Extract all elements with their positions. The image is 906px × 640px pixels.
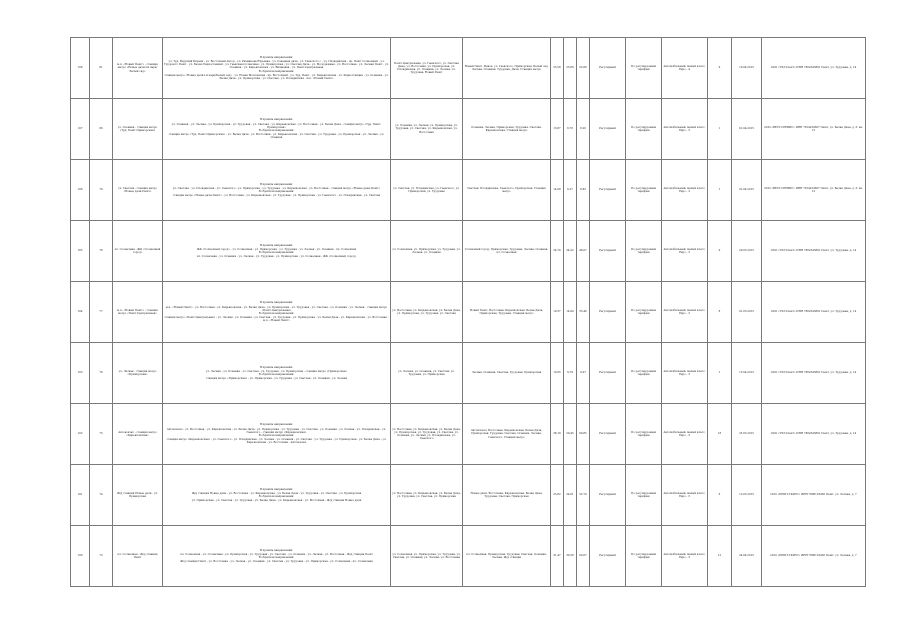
carrier-cell: ООО «ВЕСТ-СЕРВИС» ИНН 7814234567 Пешт, ул. Белая Дача, д. 3, кв. 12 <box>762 99 866 160</box>
table-row <box>71 343 866 404</box>
carrier-cell: ООО «ПЕШТ-ТРАНС» ИНН 7806123456 Пешт, ул. Лесная, д. 7 <box>762 526 866 587</box>
route-type-cell: Регулярный <box>590 465 626 526</box>
row-number-cell: 105 <box>71 221 90 282</box>
route-number-cell: 75 <box>90 404 113 465</box>
start-date-cell: 01.05.2015 <box>732 282 762 343</box>
route-name-cell: ул. Осенняя - станция метро «Трд. Пешт-Приморская» <box>113 99 163 160</box>
length-total-cell: 8,20 <box>577 99 590 160</box>
forward-path: ул. Трд. Ведущий Кирьяк - ул. Восточный Автор - ул. Рахманова Юрьевна - ул. Северная дача - ул. Гаевского с - ул. Пловдивская - пр. Пешт Солнечный - ул. Трудового Пешт - ул. Белых Радиостанций - ул. Гаевская-Солнечная - ул. Приморская - ул. Светлая Дача - ул. Молодёжная - ул. Восточная - ул. Лесная Пешт - ул. Осенняя - ул. Кирьяковская - ул. Вишнёвая - ул. Пешт-Центральная <box>164 59 389 70</box>
length-forward-cell: 10,05 <box>551 343 564 404</box>
stops-cell: Новые дачи, Восточная, Кирьяковская, Белая Дача, Трудовая, Светлая, Приморская <box>463 465 551 526</box>
reverse-heading: В обратном направлении: <box>258 129 295 132</box>
streets-cell: Пешт-Центральная, ул. Гаевского, ул. Светлая Дача, ул. Восточная, ул. Приморская, ул. Пловдивская, ул. Осенняя, ул. Лесная, ул. Трудовая, Новый Пешт <box>391 38 463 99</box>
fare-cell: По регулируемым тарифам <box>626 160 662 221</box>
stops-cell: Осенняя, Лесная, Приморская, Трудовая, Светлая, Кирьяковская, Станция метро <box>463 99 551 160</box>
vehicle-class-cell: Автомобильный, малый класс, Евро - 3 <box>662 221 708 282</box>
row-number-cell: 106 <box>71 160 90 221</box>
route-name-cell: пл. Солнечная - Ж/д станция Пешт <box>113 526 163 587</box>
length-reverse-cell: 24,61 <box>564 465 577 526</box>
forward-path: ул. Светлая - ул. Пловдивская - ул. Гаевского - ул. Приморская - ул. Трудовая - ул. Кирьяковская - ул. Восточная - станция метро «Новые дачи-Пешт» <box>172 186 381 190</box>
start-date-cell: 15.04.2015 <box>732 343 762 404</box>
carrier-cell: ООО «ТЭЛ-Пешт» ИНН 7802345891 Пешт, ул. Трудовая, д. 14 <box>762 343 866 404</box>
fare-cell: По регулируемым тарифам <box>626 404 662 465</box>
reverse-path: станция метро «Новые дачи-Пешт» - ул. Восточная - ул. Кирьяковская - ул. Трудовая - ул. Приморская - ул. Гаевского - ул. Пловдивская - ул. Светлая <box>172 194 381 198</box>
route-type-cell: Регулярный <box>590 38 626 99</box>
carrier-cell: ООО «ТЭЛ-Пешт» ИНН 7802345891 Пешт, ул. Трудовая, д. 14 <box>762 221 866 282</box>
length-forward-cell: 19,37 <box>551 282 564 343</box>
table-row <box>71 38 866 99</box>
route-name-cell: ул. Светлая - станция метро «Новые дачи-Пешт» <box>113 160 163 221</box>
forward-heading: В прямом направлении: <box>259 118 294 122</box>
vehicle-count-cell: 9 <box>708 221 732 282</box>
length-total-cell: 9,07 <box>577 343 590 404</box>
reverse-heading: В обратном направлении: <box>258 495 295 498</box>
route-name-cell: Автовокзал - станция метро «Кирьяковская» <box>113 404 163 465</box>
vehicle-class-cell: Автомобильный, малый класс, Евро - 3 <box>662 99 708 160</box>
length-forward-cell: 14,08 <box>551 160 564 221</box>
fare-cell: По регулируемым тарифам <box>626 465 662 526</box>
forward-heading: В прямом направлении: <box>259 301 294 305</box>
length-reverse-cell: 25,89 <box>564 38 577 99</box>
row-number-cell: 100 <box>71 526 90 587</box>
streets-cell: ул. Солнечная, ул. Приморская, ул. Трудовая, ул. Лесная, ул. Осенняя <box>391 221 463 282</box>
start-date-cell: 24.04.2015 <box>732 526 762 587</box>
row-number-cell: 107 <box>71 99 90 160</box>
route-number-cell: 80 <box>90 99 113 160</box>
table-row <box>71 526 866 587</box>
route-number-cell: 77 <box>90 282 113 343</box>
start-date-cell: 25.05.2015 <box>732 404 762 465</box>
reverse-heading: В обратном направлении: <box>258 190 295 193</box>
stops-cell: Новый Пешт, Восточная, Кирьяковская, Белая Дача, Приморская, Трудовая, Станция метро <box>463 282 551 343</box>
vehicle-class-cell: Автомобильный, малый класс, Евро - 3 <box>662 343 708 404</box>
length-reverse-cell: 30,58 <box>564 526 577 587</box>
row-number-cell: 102 <box>71 404 90 465</box>
vehicle-class-cell: Автомобильный, малый класс, Евро - 3 <box>662 160 708 221</box>
start-date-cell: 10.04.2015 <box>732 38 762 99</box>
reverse-path: Ж/д станция Пешт - ул. Восточная - ул. Лесная - ул. Осенняя - ул. Светлая - ул. Трудовая - ул. Приморская - ул. Солнечная - пл. Солнечная <box>180 560 373 564</box>
reverse-heading: В обратном направлении: <box>258 69 295 73</box>
forward-heading: В прямом направлении: <box>259 182 294 186</box>
forward-path: пл. Солнечная - ул. Солнечная - ул. Приморская - ул. Трудовая - ул. Светлая - ул. Осенняя - ул. Лесная - ул. Восточная - Ж/д станция Пешт <box>180 552 373 556</box>
forward-heading: В прямом направлении: <box>259 243 294 247</box>
route-path-cell <box>163 99 391 160</box>
length-total-cell: 8,83 <box>577 160 590 221</box>
carrier-cell: ООО «ТЭЛ-Пешт» ИНН 7802345891 Пешт, ул. Трудовая, д. 14 <box>762 404 866 465</box>
reverse-path: станция метро «Трд. Пешт-Приморская» - ул. Белая Дача - ул. Восточная - ул. Кирьяковская - ул. Светлая - ул. Трудовая - ул. Приморская - ул. Лесная - ул. Осенняя <box>168 133 385 140</box>
length-forward-cell: 25,82 <box>551 465 564 526</box>
stops-cell: Лесная, Осенняя, Светлая, Трудовая, Приморская <box>463 343 551 404</box>
length-forward-cell: 24,74 <box>551 221 564 282</box>
reverse-heading: В обратном направлении: <box>258 312 295 315</box>
route-name-cell: Ж/д станция Новые дачи - ул. Приморская <box>113 465 163 526</box>
streets-cell: ул. Лесная, ул. Осенняя, ул. Светлая, ул. Трудовая, ул. Приморская <box>391 343 463 404</box>
route-name-cell: ул. Лесная - станция метро «Приморская» <box>113 343 163 404</box>
forward-path: ЖК «Солнечный город» - ул. Солнечная - ул. Приморская - ул. Трудовая - ул. Лесная - ул. Осенняя - пл. Солнечная <box>196 247 357 251</box>
route-type-cell: Регулярный <box>590 99 626 160</box>
table-row <box>71 99 866 160</box>
length-total-cell: 33,46 <box>577 282 590 343</box>
carrier-cell: ООО «ВЕСТ-СЕРВИС» ИНН 7814234567 Пешт, ул. Белая Дача, д. 3, кв. 12 <box>762 160 866 221</box>
route-path-cell <box>163 526 391 587</box>
route-path-cell <box>163 221 391 282</box>
vehicle-class-cell: Автомобильный, малый класс, Евро - 3 <box>662 465 708 526</box>
route-path-cell <box>163 465 391 526</box>
route-number-cell: 78 <box>90 221 113 282</box>
stops-cell: Солнечный город, Приморская, Трудовая, Лесная, Осенняя, пл. Солнечная <box>463 221 551 282</box>
fare-cell: По регулируемым тарифам <box>626 221 662 282</box>
forward-path: Ж/д станция Новые дачи - ул. Восточная - ул. Кирьяковская - ул. Белая Дача - ул. Трудовая - ул. Светлая - ул. Приморская <box>191 491 362 495</box>
length-total-cell: 69,85 <box>577 404 590 465</box>
carrier-cell: ООО «ПЕШТ-ТРАНС» ИНН 7806123456 Пешт, ул. Лесная, д. 7 <box>762 465 866 526</box>
route-number-cell: 81 <box>90 38 113 99</box>
vehicle-count-cell: 8 <box>708 282 732 343</box>
reverse-path: станция метро «Новые дачи-I-й парк/Белый сад» - ул. Новая Московская - пр. Восточный - ул. Трд. Пешт - ул. Кирьяковская - ул. Радиостанция - ул. Осенняя - ул. Белая Дача - ул. Приморская - ул. Светлая - ул. Пловдивская - м.п. «Новый Пешт» <box>164 73 389 80</box>
streets-cell: ул. Восточная, ул. Кирьяковская, ул. Белая Дача, ул. Приморская, ул. Трудовая, ул. Светлая <box>391 282 463 343</box>
table-row <box>71 221 866 282</box>
vehicle-class-cell: Автомобильный, малый класс, Евро - 3 <box>662 282 708 343</box>
length-total-cell: 52,80 <box>577 38 590 99</box>
forward-heading: В прямом направлении: <box>259 487 294 491</box>
streets-cell: ул. Восточная, ул. Кирьяковская, ул. Белая Дача, ул. Трудовая, ул. Светлая, ул. Приморская <box>391 465 463 526</box>
route-number-cell: 73 <box>90 526 113 587</box>
carrier-cell: ООО «ТЭЛ-Пешт» ИНН 7802345891 Пешт, ул. Трудовая, д. 14 <box>762 38 866 99</box>
vehicle-count-cell: 1 <box>708 343 732 404</box>
length-reverse-cell: 14,09 <box>564 282 577 343</box>
route-path-cell <box>163 343 391 404</box>
route-name-cell: м.п. «Новый Пешт» - станция метро «Пешт-Центральная» <box>113 282 163 343</box>
table-row <box>71 160 866 221</box>
streets-cell: ул. Осенняя, ул. Лесная, ул. Приморская, ул. Трудовая, ул. Светлая, ул. Кирьяковская, ул. Восточная <box>391 99 463 160</box>
start-date-cell: 20.05.2015 <box>732 221 762 282</box>
reverse-heading: В обратном направлении: <box>258 251 295 254</box>
forward-path: ул. Осенняя - ул. Лесная - ул. Приморская - ул. Трудовая - ул. Светлая - ул. Кирьяковская - ул. Восточная - ул. Белая Дача - станция метро «Трд. Пешт-Приморская» <box>171 122 382 129</box>
stops-cell: Автовокзал, Восточная, Кирьяковская, Белая Дача, Приморская, Трудовая, Светлая, Осенняя, Лесная, Гаевского, Станция метро <box>463 404 551 465</box>
length-forward-cell: 25,58 <box>551 38 564 99</box>
length-forward-cell: 38,18 <box>551 404 564 465</box>
carrier-cell: ООО «ТЭЛ-Пешт» ИНН 7802345891 Пешт, ул. Трудовая, д. 14 <box>762 282 866 343</box>
route-path-cell <box>163 404 391 465</box>
route-type-cell: Регулярный <box>590 404 626 465</box>
forward-path: Автовокзал - ул. Восточная - ул. Кирьяковская - ул. Белая Дача - ул. Приморская - ул. Трудовая - ул. Светлая - ул. Осенняя - ул. Лесная - ул. Пловдивская - ул. Гаевского - станция метро «Кирьяковская» <box>166 427 387 434</box>
route-type-cell: Регулярный <box>590 160 626 221</box>
row-number-cell: 108 <box>71 38 90 99</box>
length-reverse-cell: 6,27 <box>564 160 577 221</box>
start-date-cell: 12.05.2015 <box>732 465 762 526</box>
length-reverse-cell: 6,76 <box>564 99 577 160</box>
length-reverse-cell: 9,79 <box>564 343 577 404</box>
fare-cell: По регулируемым тарифам <box>626 38 662 99</box>
route-type-cell: Регулярный <box>590 282 626 343</box>
reverse-heading: В обратном направлении: <box>258 556 295 559</box>
stops-cell: пл. Солнечная, Приморская, Трудовая, Светлая, Осенняя, Лесная, Ж/д станция <box>463 526 551 587</box>
table-row <box>71 404 866 465</box>
fare-cell: По регулируемым тарифам <box>626 282 662 343</box>
streets-cell: ул. Солнечная, ул. Приморская, ул. Трудовая, ул. Светлая, ул. Осенняя, ул. Лесная, ул. Восточная <box>391 526 463 587</box>
start-date-cell: 01.04.2015 <box>732 160 762 221</box>
route-path-cell <box>163 160 391 221</box>
reverse-path: станция метро «Пешт-Центральная» - ул. Лесная - ул. Осенняя - ул. Светлая - ул. Трудовая - ул. Приморская - ул. Белая Дача - ул. Кирьяковская - ул. Восточная - м.п. «Новый Пешт» <box>164 316 389 323</box>
vehicle-count-cell: 18 <box>708 404 732 465</box>
route-path-cell <box>163 38 391 99</box>
reverse-heading: В обратном направлении: <box>258 373 295 376</box>
length-total-cell: 52,70 <box>577 465 590 526</box>
route-name-cell: пл. Солнечная - ЖК «Солнечный город» <box>113 221 163 282</box>
streets-cell: ул. Светлая, ул. Пловдивская, ул. Гаевского, ул. Приморская, ул. Трудовая <box>391 160 463 221</box>
vehicle-count-cell: 9 <box>708 38 732 99</box>
vehicle-count-cell: 1 <box>708 160 732 221</box>
forward-path: ул. Лесная - ул. Осенняя - ул. Светлая - ул. Трудовая - ул. Приморская - станция метро «Приморская» <box>205 369 348 373</box>
forward-heading: В прямом направлении: <box>259 423 294 427</box>
forward-heading: В прямом направлении: <box>259 365 294 369</box>
route-number-cell: 76 <box>90 343 113 404</box>
length-forward-cell: 13,87 <box>551 99 564 160</box>
row-number-cell: 101 <box>71 465 90 526</box>
length-total-cell: 60,07 <box>577 526 590 587</box>
stops-cell: Новый Пешт, Рынок, ул. Гаевского, Приморская, Белый сад, Лесная, Осенняя, Трудовая, Дачи, Станция метро <box>463 38 551 99</box>
length-forward-cell: 31,47 <box>551 526 564 587</box>
forward-heading: В прямом направлении: <box>259 548 294 552</box>
forward-path: м.п. «Новый Пешт» - ул. Восточная - ул. Кирьяковская - ул. Белая Дача - ул. Приморская - ул. Трудовая - ул. Светлая - ул. Осенняя - ул. Лесная - станция метро «Пешт-Центральная» <box>165 305 388 312</box>
vehicle-class-cell: Автомобильный, малый класс, Евро - 3 <box>662 404 708 465</box>
length-reverse-cell: 24,22 <box>564 221 577 282</box>
route-type-cell: Регулярный <box>590 221 626 282</box>
table-row <box>71 282 866 343</box>
streets-cell: ул. Восточная, ул. Кирьяковская, ул. Белая Дача, ул. Приморская, ул. Трудовая, ул. Светлая, ул. Осенняя, ул. Лесная, ул. Пловдивская, ул. Гаевского <box>391 404 463 465</box>
route-path-cell <box>163 282 391 343</box>
reverse-path: станция метро «Приморская» - ул. Приморская - ул. Трудовая - ул. Светлая - ул. Осенняя - ул. Лесная <box>205 377 348 381</box>
route-type-cell: Регулярный <box>590 343 626 404</box>
route-number-cell: 79 <box>90 160 113 221</box>
reverse-path: станция метро «Кирьяковская» - ул. Гаевского - ул. Пловдивская - ул. Лесная - ул. Осенняя - ул. Светлая - ул. Трудовая - ул. Приморская - ул. Белая Дача - ул. Кирьяковская - ул. Восточная - Автовокзал <box>166 438 387 445</box>
reverse-path: ул. Приморская - ул. Светлая - ул. Трудовая - ул. Белая Дача - ул. Кирьяковская - ул. Восточная - Ж/д станция Новые дачи <box>191 499 362 503</box>
fare-cell: По регулируемым тарифам <box>626 526 662 587</box>
routes-register-table <box>70 37 866 587</box>
forward-heading: В прямом направлении: <box>259 55 294 59</box>
row-number-cell: 104 <box>71 282 90 343</box>
vehicle-count-cell: 6 <box>708 465 732 526</box>
length-reverse-cell: 29,45 <box>564 404 577 465</box>
route-type-cell: Регулярный <box>590 526 626 587</box>
fare-cell: По регулируемым тарифам <box>626 99 662 160</box>
route-name-cell: м.п. «Новый Пешт» - станция метро «Новые дачи-I-й парк/Белый сад» <box>113 38 163 99</box>
reverse-heading: В обратном направлении: <box>258 434 295 437</box>
length-total-cell: 48,07 <box>577 221 590 282</box>
stops-cell: Светлая, Пловдивская, Гаевского, Приморская, Станция метро <box>463 160 551 221</box>
vehicle-count-cell: 1 <box>708 99 732 160</box>
row-number-cell: 103 <box>71 343 90 404</box>
table-row <box>71 465 866 526</box>
vehicle-class-cell: Автомобильный, малый класс, Евро - 3 <box>662 526 708 587</box>
reverse-path: пл. Солнечная - ул. Осенняя - ул. Лесная - ул. Трудовая - ул. Приморская - ул. Солнечная - ЖК «Солнечный город» <box>196 255 357 259</box>
vehicle-count-cell: 12 <box>708 526 732 587</box>
fare-cell: По регулируемым тарифам <box>626 343 662 404</box>
route-number-cell: 74 <box>90 465 113 526</box>
start-date-cell: 01.04.2015 <box>732 99 762 160</box>
vehicle-class-cell: Автомобильный, малый класс, Евро - 4 <box>662 38 708 99</box>
